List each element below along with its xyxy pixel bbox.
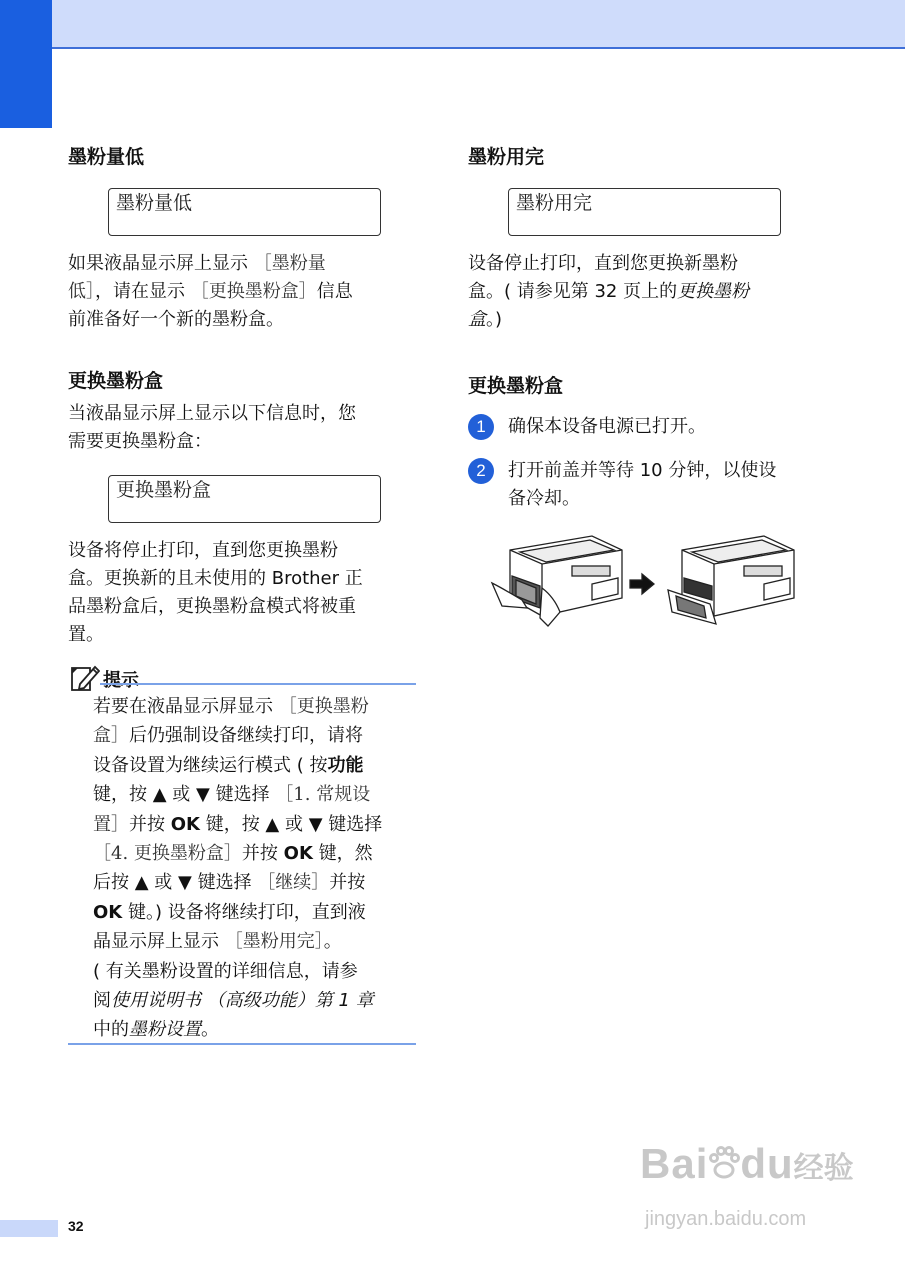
para-toner-low: 如果液晶显示屏上显示 ［墨粉量 低］，请在显示 ［更换墨粉盒］信息 前准备好一个新的墨粉盒。 [68, 253, 353, 330]
note-body: 若要在液晶显示屏显示 ［更换墨粉 盒］后仍强制设备继续打印，请将 设备设置为继续运行模式 ( 按功能 键，按 ▲ 或 ▼ 键选择 ［1. 常规设 置］并按 OK 键，按 ▲ 或 ▼ 键选择 ［4. 更换墨粉盒］并按 OK 键，然 后按 ▲ 或 ▼ 键选择 ［继续］并按 OK 键。) 设备将继续打印，直到液 晶显示屏上显示 ［墨粉用完］。 ( 有关墨粉设置的详细信息，请参 阅使用说明书 （高级功能）第 1 章 中的墨粉设置。 [93, 696, 383, 1041]
note-top-rule [100, 683, 416, 685]
lcd-toner-empty: 墨粉用完 [508, 188, 781, 236]
step-1-badge: 1 [468, 414, 494, 440]
heading-toner-low: 墨粉量低 [68, 146, 145, 168]
heading-toner-empty: 墨粉用完 [468, 146, 545, 168]
paw-icon [708, 1146, 740, 1180]
step-1-text: 确保本设备电源已打开。 [508, 416, 706, 437]
heading-replace-toner: 更换墨粉盒 [68, 370, 164, 392]
para-toner-empty: 设备停止打印，直到您更换新墨粉 盒。( 请参见第 32 页上的更换墨粉 盒。) [468, 253, 750, 330]
printer-open-cover-illustration [472, 528, 808, 648]
watermark-url: jingyan.baidu.com [645, 1208, 807, 1230]
step-2-text: 打开前盖并等待 10 分钟，以使设 备冷却。 [508, 460, 777, 509]
watermark-logo: Bai du经验 [640, 1140, 854, 1187]
heading-replace-steps: 更换墨粉盒 [468, 375, 564, 397]
para-replace-details: 设备将停止打印，直到您更换墨粉 盒。更换新的且未使用的 Brother 正 品墨粉盒后，更换墨粉盒模式将被重 置。 [68, 540, 363, 645]
top-band [0, 0, 905, 49]
lcd-replace-toner: 更换墨粉盒 [108, 475, 381, 523]
footer-bar [0, 1220, 58, 1237]
para-replace-intro: 当液晶显示屏上显示以下信息时，您 需要更换墨粉盒： [68, 403, 356, 452]
note-title: 提示 [103, 670, 139, 691]
note-pencil-icon [70, 664, 100, 692]
page-number: 32 [68, 1218, 84, 1234]
chapter-tab [0, 0, 52, 128]
step-2-badge: 2 [468, 458, 494, 484]
lcd-toner-low: 墨粉量低 [108, 188, 381, 236]
note-bottom-rule [68, 1043, 416, 1045]
